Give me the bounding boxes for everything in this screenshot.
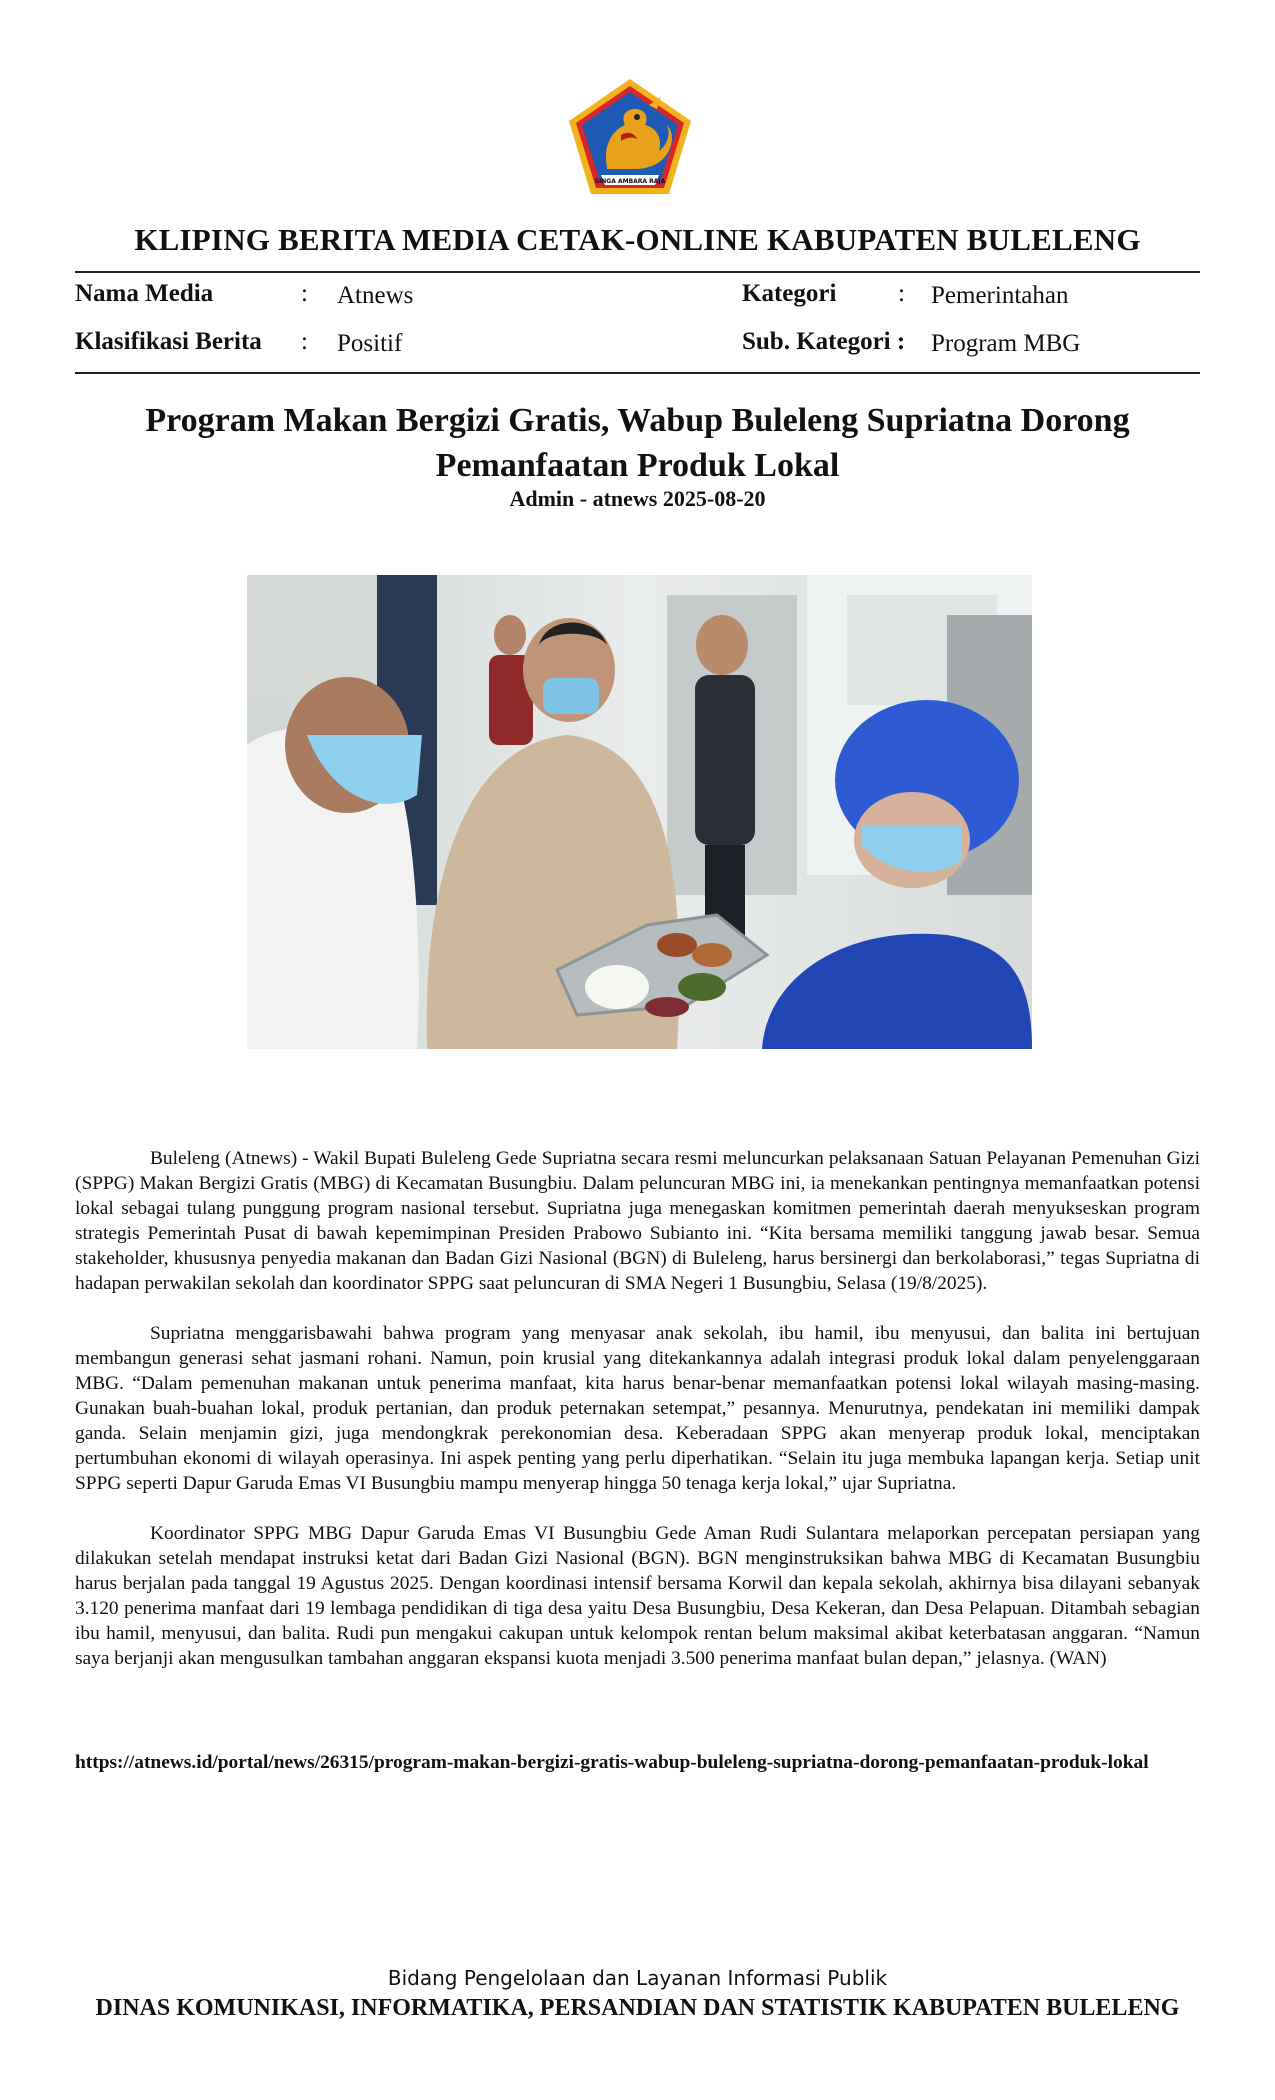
footer-department: Bidang Pengelolaan dan Layanan Informasi Publik [387,1966,888,1990]
media-colon: : [301,280,308,307]
article-paragraph: Supriatna menggarisbawahi bahwa program yang menyasar anak sekolah, ibu hamil, ibu menyusui, dan balita ini bertujuan membangun generasi sehat jasmani rohani. Namun, poin krusial yang ditekankannya adalah integrasi produk lokal dalam penyelenggaraan MBG. “Dalam pemenuhan makanan untuk penerima manfaat, kita harus benar-benar memanfaatkan potensi lokal wilayah masing-masing. Gunakan buah-buahan lokal, produk pertanian, dan produk peternakan setempat,” pesannya. Menurutnya, pendekatan ini memiliki dampak ganda. Selain menjamin gizi, juga mendongkrak perekonomian desa. Keberadaan SPPG akan menyerap produk lokal, menciptakan pertumbuhan ekonomi di wilayah operasinya. Ini aspek penting yang perlu diperhatikan. “Selain itu juga membuka lapangan kerja. Setiap unit SPPG seperti Dapur Garuda Emas VI Busungbiu mampu menyerap hingga 50 tenaga kerja lokal,” ujar Supriatna. [75,1323,1200,1494]
article-byline: Admin - atnews 2025-08-20 [509,486,766,511]
news-photo [247,575,1032,1049]
kategori-value: Pemerintahan [931,282,1069,309]
media-label: Nama Media [75,280,214,307]
media-value: Atnews [337,282,414,309]
clipping-header-title: KLIPING BERITA MEDIA CETAK-ONLINE KABUPATEN BULELENG [134,222,1141,257]
article-headline: Program Makan Bergizi Gratis, Wabup Buleleng Supriatna Dorong Pemanfaatan Produk Lokal [145,402,1130,484]
subkategori-label: Sub. Kategori : [742,328,906,355]
kategori-colon: : [898,280,905,307]
kategori-label: Kategori [742,280,837,307]
klasifikasi-label: Klasifikasi Berita [75,328,262,355]
klasifikasi-colon: : [301,328,308,355]
article-paragraph: Buleleng (Atnews) - Wakil Bupati Buleleng Gede Supriatna secara resmi meluncurkan pelaksanaan Satuan Pelayanan Pemenuhan Gizi (SPPG) Makan Bergizi Gratis (MBG) di Kecamatan Busungbiu. Dalam peluncuran MBG ini, ia menekankan pentingnya memanfaatkan potensi lokal sebagai tulang punggung program nasional tersebut. Supriatna juga menegaskan komitmen pemerintah daerah menyukseskan program strategis Pemerintah Pusat di bawah kepemimpinan Presiden Prabowo Subianto ini. “Kita bersama memiliki tanggung jawab besar. Semua stakeholder, khususnya penyedia makanan dan Badan Gizi Nasional (BGN) di Buleleng, harus bersinergi dan berkolaborasi,” tegas Supriatna di hadapan perwakilan sekolah dan koordinator SPPG saat peluncuran di SMA Negeri 1 Busungbiu, Selasa (19/8/2025). [75,1148,1200,1294]
article-source-link[interactable]: https://atnews.id/portal/news/26315/program-makan-bergizi-gratis-wabup-buleleng-supriatna-dorong-pemanfaatan-produk-lokal [75,1752,1149,1773]
footer-agency: DINAS KOMUNIKASI, INFORMATIKA, PERSANDIAN DAN STATISTIK KABUPATEN BULELENG [95,1995,1180,2021]
subkategori-value: Program MBG [931,330,1081,357]
news-photo-image [247,575,1032,1049]
buleleng-regency-logo [563,75,697,199]
header-divider-bottom [75,372,1200,374]
svg-text:SINGA AMBARA RAJA: SINGA AMBARA RAJA [594,178,666,185]
klasifikasi-value: Positif [337,330,403,357]
article-paragraph: Koordinator SPPG MBG Dapur Garuda Emas VI Busungbiu Gede Aman Rudi Sulantara melaporkan percepatan persiapan yang dilakukan setelah mendapat instruksi ketat dari Badan Gizi Nasional (BGN). BGN menginstruksikan bahwa MBG di Kecamatan Busungbiu harus berjalan pada tanggal 19 Agustus 2025. Dengan koordinasi intensif bersama Korwil dan kepala sekolah, akhirnya bisa dilayani sebanyak 3.120 penerima manfaat dari 19 lembaga pendidikan di tiga desa yaitu Desa Busungbiu, Desa Kekeran, dan Desa Pelapuan. Ditambah sebagian ibu hamil, menyusui, dan balita. Rudi pun mengakui cakupan untuk kelompok rentan belum maksimal akibat keterbatasan anggaran. “Namun saya berjanji akan mengusulkan tambahan anggaran ekspansi kuota menjadi 3.500 penerima manfaat bulan depan,” jelasnya. (WAN) [75,1523,1200,1669]
logo-emblem-icon [563,75,697,199]
header-divider-top [75,271,1200,273]
article-body [75,1146,1200,1696]
